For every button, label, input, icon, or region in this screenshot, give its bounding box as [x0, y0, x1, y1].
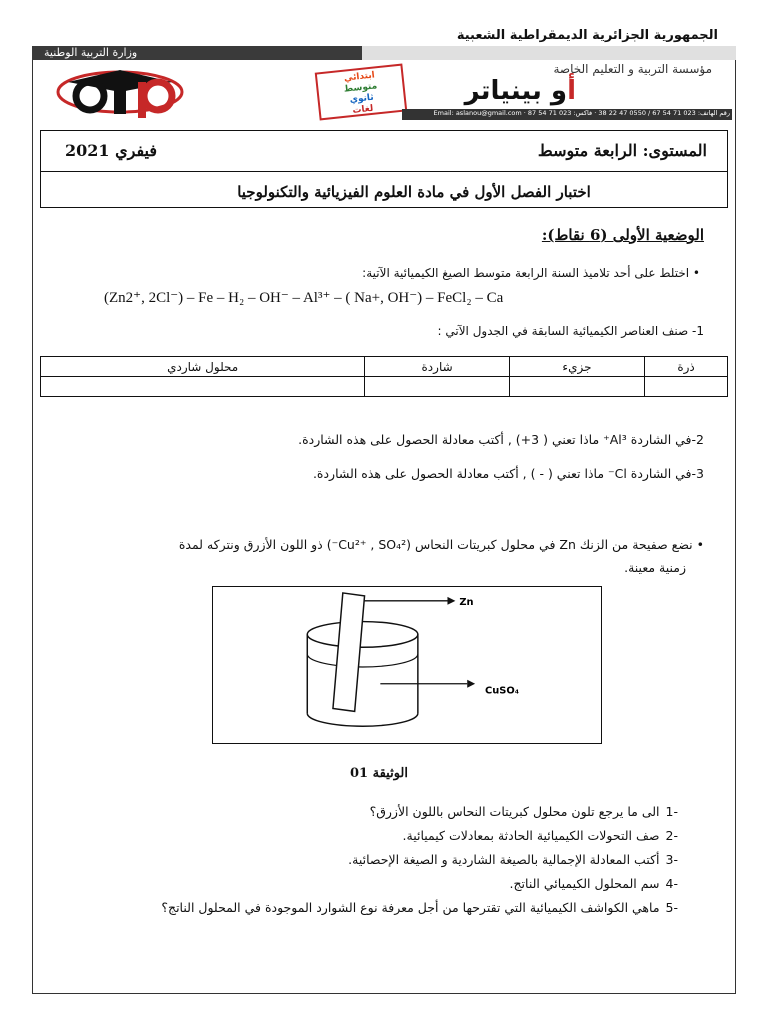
question-text: الى ما يرجع تلون محلول كبريتات النحاس باللون الأزرق؟: [369, 804, 660, 819]
experiment-line-1: نضع صفيحة من الزنك Zn في محلول كبريتات النحاس (Cu²⁺ , SO₄²⁻) ذو اللون الأزرق ونتركه لمدة: [178, 537, 693, 552]
experiment-description: • نضع صفيحة من الزنك Zn في محلول كبريتات النحاس (Cu²⁺ , SO₄²⁻) ذو اللون الأزرق ونتركه لمدة: [178, 537, 704, 552]
question-3-chloride: 3-في الشاردة Cl⁻ ماذا تعني ( - ) , أكتب معادلة الحصول على هذه الشاردة.: [312, 466, 704, 481]
brand-rest: و بينياتر: [464, 76, 568, 106]
exam-date: فيفري 2021: [65, 141, 158, 160]
solution-arrowhead: [467, 680, 475, 688]
list-item: [58, 824, 678, 848]
solution-label: CuSO₄: [485, 685, 520, 697]
header-atom: ذرة: [645, 357, 728, 377]
exam-title-box: [40, 130, 728, 208]
header-ionic-solution: محلول شاردي: [41, 357, 365, 377]
header-banner: [32, 24, 736, 120]
school-logo: [50, 56, 225, 122]
level-primary: ابتدائي: [343, 70, 376, 84]
chemical-formulas: (Zn2⁺, 2Cl⁻) – Fe – H₂ – OH⁻ – Al³⁺ – ( Na+, OH⁻) – FeCl₂ – Ca: [104, 290, 504, 306]
header-ion: شاردة: [365, 357, 510, 377]
list-item: [58, 800, 678, 824]
question-text: صف التحولات الكيميائية الحادثة بمعادلات كيميائية.: [402, 828, 660, 843]
levels-badge: [315, 64, 408, 121]
foundation-title: مؤسسة التربية و التعليم الخاصة: [553, 62, 712, 76]
cell-ionic-solution[interactable]: [41, 377, 365, 397]
contact-info: رقم الهاتف: 023 71 54 67 / 0550 47 22 38 · فاكس: 023 71 54 87 · Email: aslanou@gmail.com: [433, 109, 730, 117]
republic-title: الجمهورية الجزائرية الديمقراطية الشعبية: [456, 28, 718, 43]
question-text: سم المحلول الكيميائي الناتج.: [509, 876, 660, 891]
experiment-figure: [212, 586, 602, 744]
header-molecule: جزيء: [509, 357, 644, 377]
cell-atom[interactable]: [645, 377, 728, 397]
question-number: -2: [665, 828, 678, 843]
list-item: [58, 896, 678, 920]
cell-molecule[interactable]: [509, 377, 644, 397]
level-middle: متوسط: [343, 81, 378, 95]
question-number: -1: [665, 804, 678, 819]
question-number: -3: [665, 852, 678, 867]
brand-name: [465, 76, 576, 106]
zinc-plate: [333, 593, 365, 711]
table-answer-row: [41, 377, 728, 397]
exam-level: المستوى: الرابعة متوسط: [537, 141, 707, 160]
exam-title: اختبار الفصل الأول في مادة العلوم الفيزيائية والتكنولوجيا: [237, 183, 591, 201]
question-2-aluminium: 2-في الشاردة Al³⁺ ماذا تعني ( 3+) , أكتب معادلة الحصول على هذه الشاردة.: [298, 432, 704, 447]
list-item: [58, 848, 678, 872]
level-languages: لغات: [351, 103, 374, 116]
situation-heading: الوضعية الأولى (6 نقاط):: [541, 226, 704, 244]
experiment-line-2: زمنية معينة.: [624, 560, 686, 575]
question-number: -5: [665, 900, 678, 915]
situation-intro-text: اختلط على أحد تلاميذ السنة الرابعة متوسط الصيغ الكيميائية الآتية:: [362, 266, 690, 280]
level-secondary: ثانوي: [349, 92, 375, 106]
zn-arrowhead: [447, 597, 455, 605]
table-header-row: [41, 357, 728, 377]
zn-label: Zn: [459, 596, 474, 608]
question-text: أكتب المعادلة الإجمالية بالصيغة الشاردية و الصيغة الإحصائية.: [348, 852, 660, 867]
question-text: ماهي الكواشف الكيميائية التي تقترحها من أجل معرفة نوع الشوارد الموجودة في المحلول الناتج؟: [161, 900, 660, 915]
ministry-title: وزارة التربية الوطنية: [44, 46, 138, 59]
question-list: [58, 800, 678, 920]
document-label: الوثيقة 01: [350, 766, 408, 781]
brand-prefix: أ: [567, 76, 576, 106]
title-divider: [41, 171, 727, 172]
cell-ion[interactable]: [365, 377, 510, 397]
list-item: [58, 872, 678, 896]
situation-intro: • اختلط على أحد تلاميذ السنة الرابعة متوسط الصيغ الكيميائية الآتية:: [362, 266, 700, 280]
beaker-base: [307, 713, 418, 726]
question-1-classify: 1- صنف العناصر الكيميائية السابقة في الجدول الآتي :: [437, 324, 704, 338]
solution-surface: [307, 654, 418, 667]
classification-table: [40, 356, 728, 397]
question-number: -4: [665, 876, 678, 891]
